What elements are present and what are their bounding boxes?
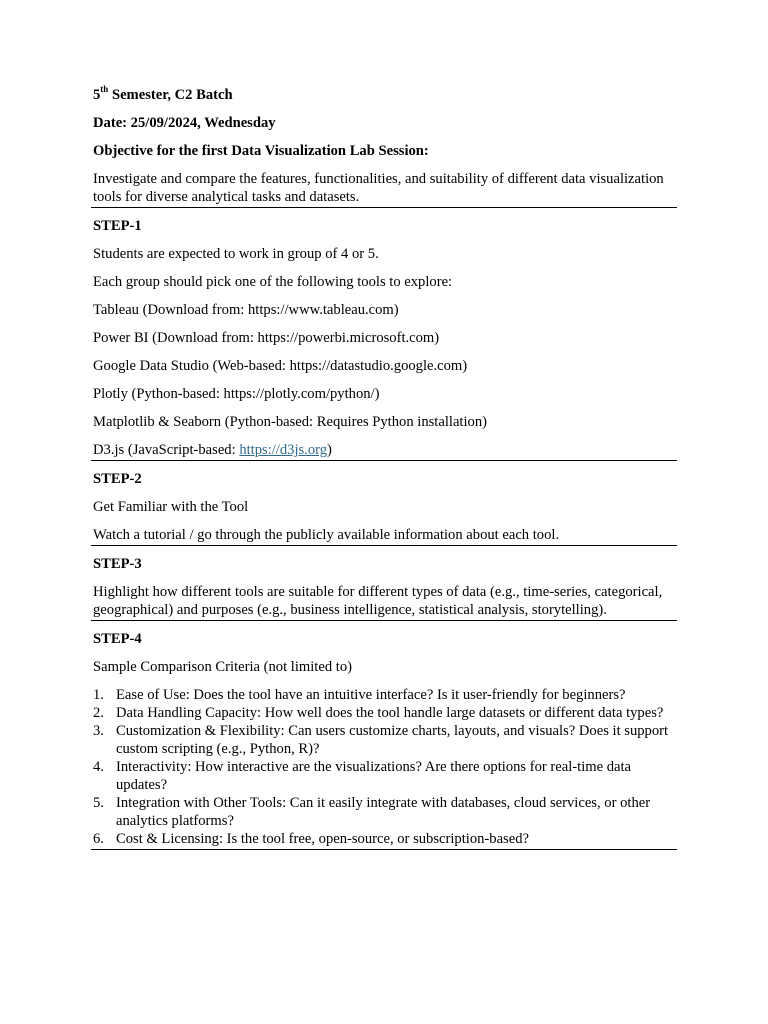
d3-link[interactable]: https://d3js.org [239, 442, 328, 458]
step3-text: Highlight how different tools are suitable for different types of data (e.g., time-series, categorical, geographical) and purposes (e.g., business intelligence, statistical analysis, storytelling). [93, 584, 663, 618]
step4-title: STEP-4 [93, 631, 142, 647]
criteria-number: 4. [93, 759, 104, 775]
semester-rest: Semester, C2 Batch [108, 87, 233, 103]
section-divider [91, 849, 677, 850]
semester-number: 5 [93, 87, 101, 103]
criteria-text: Data Handling Capacity: How well does the tool handle large datasets or different data types? [116, 705, 664, 721]
step4-intro: Sample Comparison Criteria (not limited to) [93, 659, 352, 675]
section-divider [91, 545, 677, 546]
step1-line1: Students are expected to work in group of 4 or 5. [93, 246, 379, 262]
tool-item: Tableau (Download from: https://www.tableau.com) [93, 302, 399, 318]
step1-title: STEP-1 [93, 218, 142, 234]
criteria-text: Customization & Flexibility: Can users customize charts, layouts, and visuals? Does it support custom scripting (e.g., Python, R)? [116, 723, 669, 757]
section-divider [91, 460, 677, 461]
criteria-item [93, 722, 677, 758]
tool-item: Power BI (Download from: https://powerbi.microsoft.com) [93, 330, 440, 346]
d3-suffix: ) [327, 442, 332, 458]
criteria-item [93, 686, 677, 704]
criteria-text: Cost & Licensing: Is the tool free, open-source, or subscription-based? [116, 831, 529, 847]
objective-title: Objective for the first Data Visualization Lab Session: [93, 143, 429, 159]
criteria-number: 5. [93, 795, 104, 811]
objective-text: Investigate and compare the features, functionalities, and suitability of different data visualization tools for diverse analytical tasks and datasets. [93, 171, 664, 205]
criteria-text: Interactivity: How interactive are the visualizations? Are there options for real-time data updates? [116, 759, 632, 793]
criteria-list [93, 686, 677, 849]
semester-heading [93, 86, 677, 104]
criteria-item [93, 794, 677, 830]
step2-line1: Get Familiar with the Tool [93, 499, 249, 515]
tool-item-d3 [93, 441, 677, 460]
criteria-item [93, 830, 677, 848]
tool-item: Matplotlib & Seaborn (Python-based: Requires Python installation) [93, 414, 487, 430]
section-divider [91, 207, 677, 208]
criteria-text: Integration with Other Tools: Can it easily integrate with databases, cloud services, or other analytics platforms? [116, 795, 651, 829]
tool-item: Google Data Studio (Web-based: https://datastudio.google.com) [93, 358, 468, 374]
date-heading: Date: 25/09/2024, Wednesday [93, 115, 276, 131]
section-divider [91, 620, 677, 621]
criteria-number: 6. [93, 831, 104, 847]
criteria-item [93, 704, 677, 722]
criteria-text: Ease of Use: Does the tool have an intuitive interface? Is it user-friendly for beginners? [116, 687, 626, 703]
criteria-item [93, 758, 677, 794]
criteria-number: 3. [93, 723, 104, 739]
step2-line2: Watch a tutorial / go through the publicly available information about each tool. [93, 527, 560, 543]
step1-line2: Each group should pick one of the following tools to explore: [93, 274, 453, 290]
d3-prefix: D3.js (JavaScript-based: [93, 442, 240, 458]
step2-title: STEP-2 [93, 471, 142, 487]
criteria-number: 1. [93, 687, 104, 703]
document-content [93, 86, 677, 850]
semester-superscript: th [100, 84, 109, 95]
tool-item: Plotly (Python-based: https://plotly.com/python/) [93, 386, 380, 402]
criteria-number: 2. [93, 705, 104, 721]
step3-title: STEP-3 [93, 556, 142, 572]
